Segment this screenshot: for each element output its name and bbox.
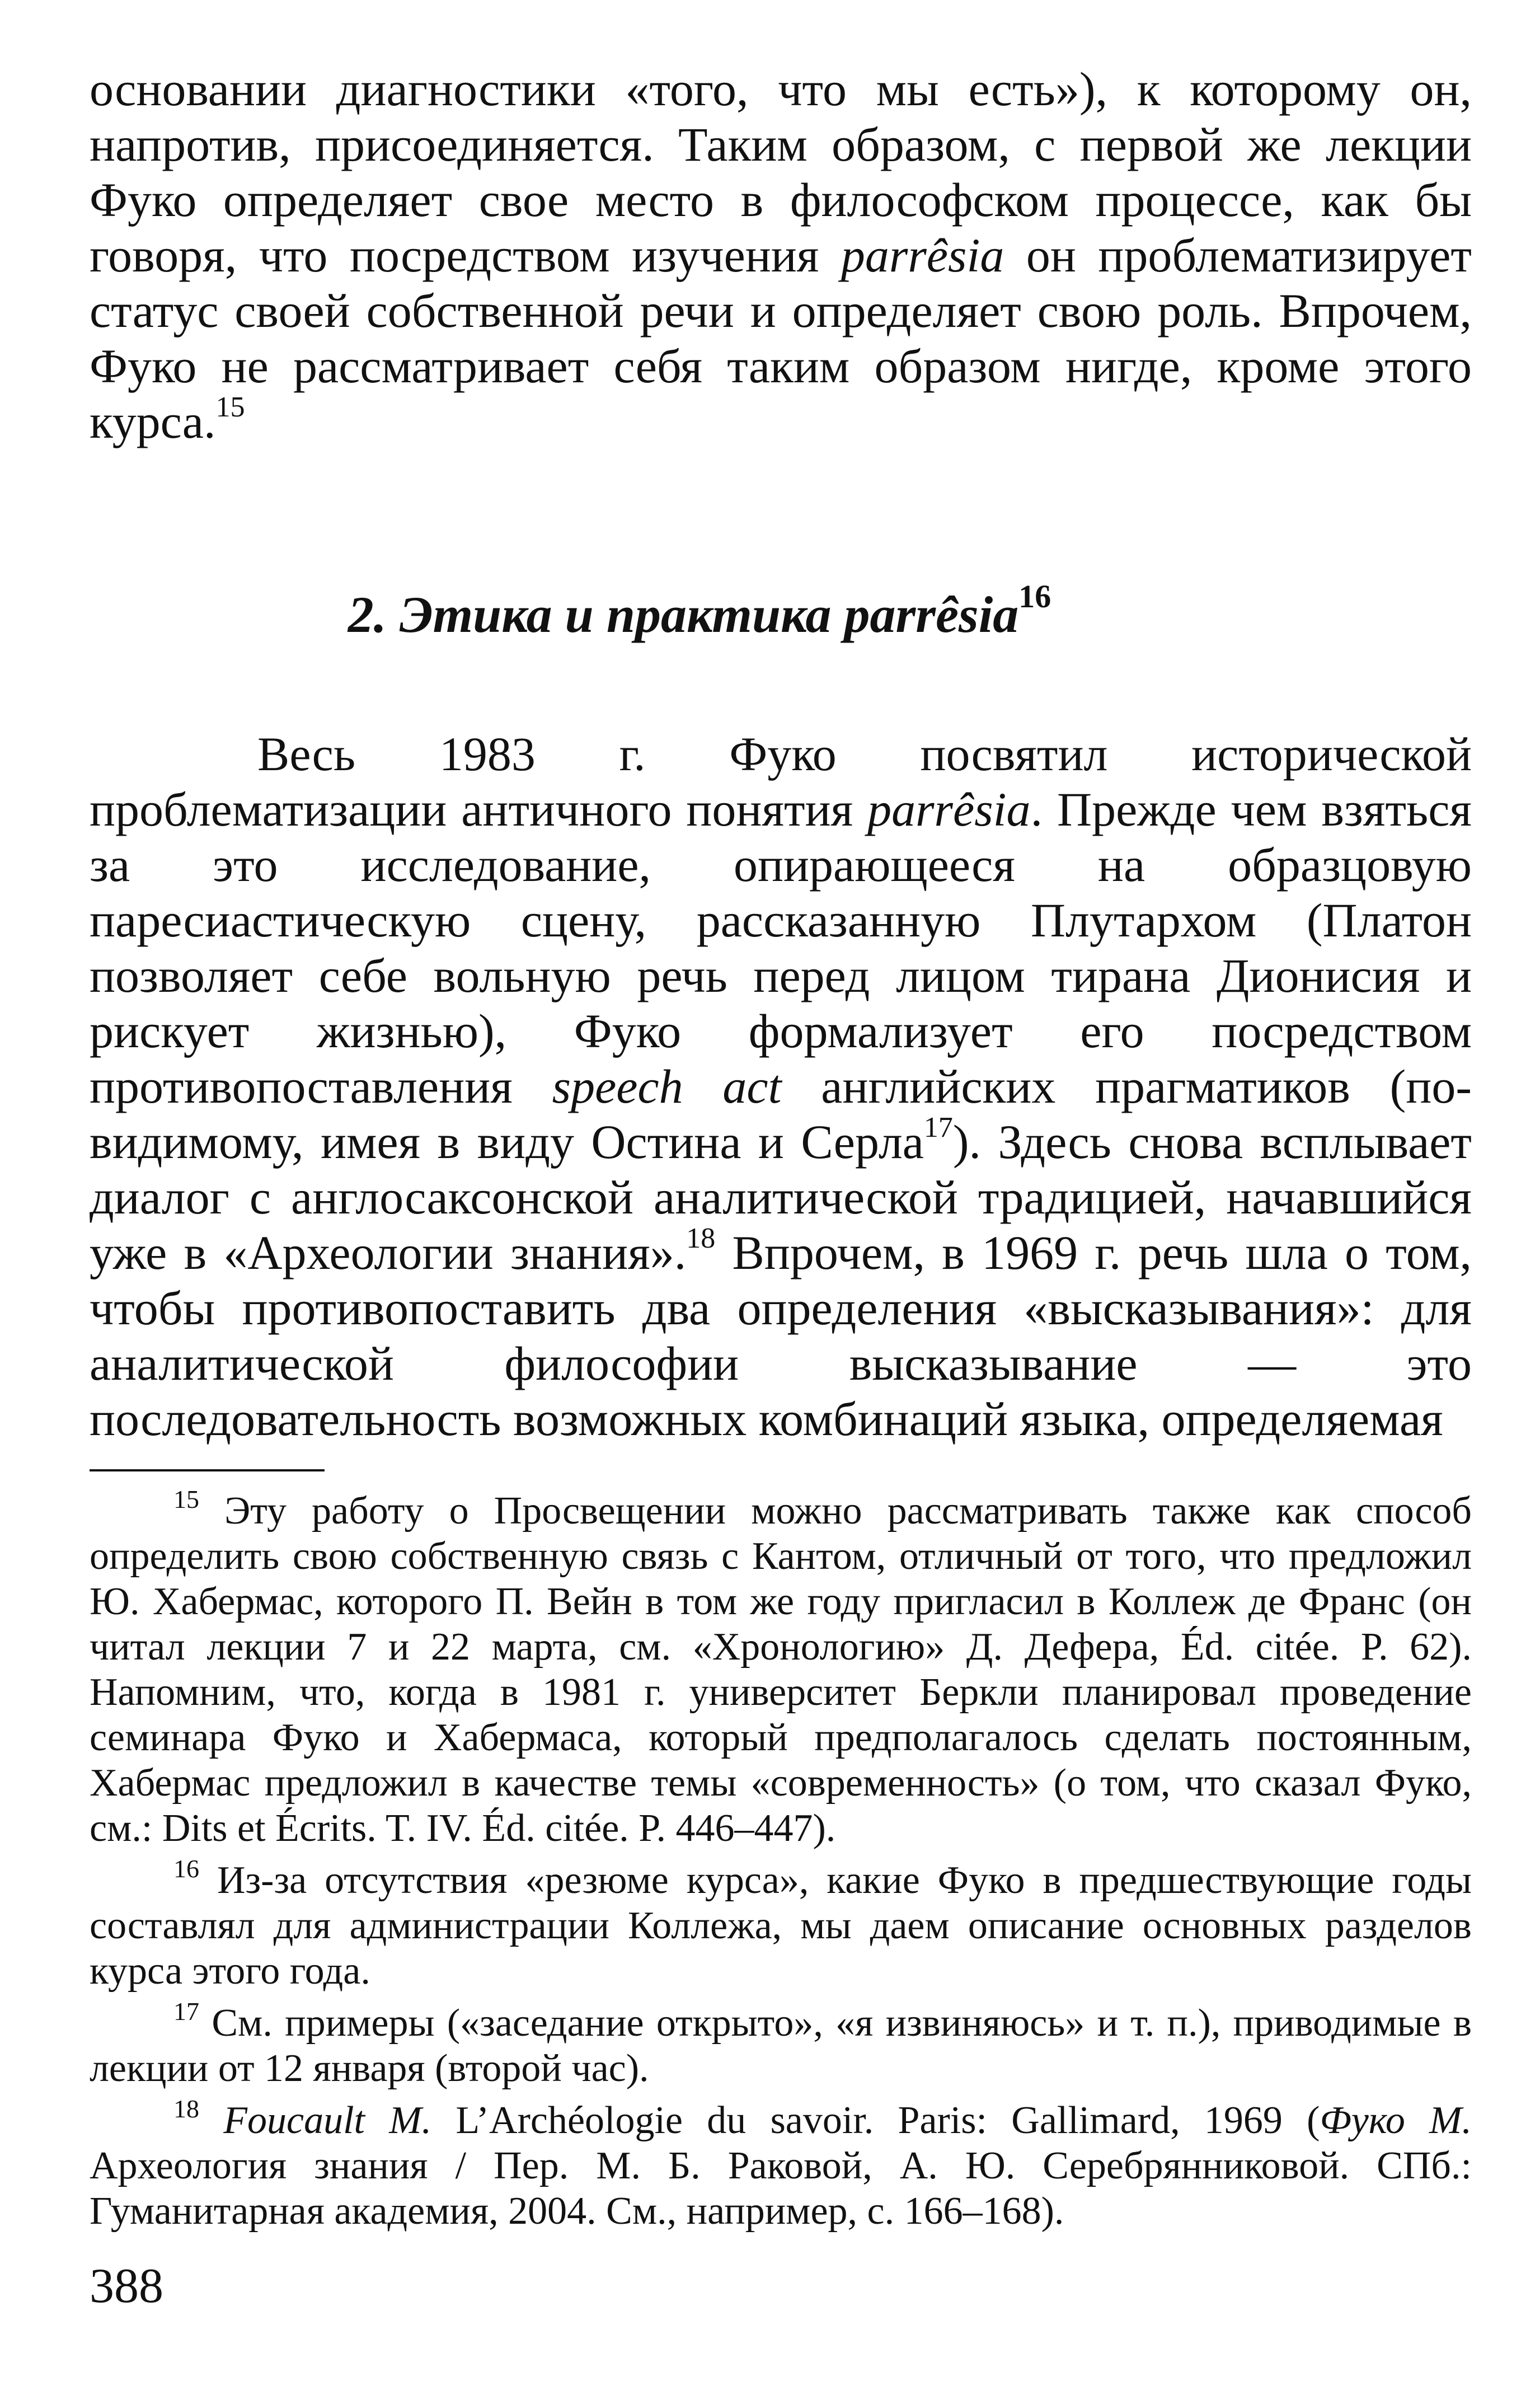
term-parresia: parrêsia <box>841 228 1004 282</box>
opening-paragraph <box>90 62 1472 449</box>
main-text-4: ). Здесь снова всплывает диалог с англосаксонской аналитической традицией, начавшийся уже в «Археологии знания». <box>90 1115 1472 1279</box>
main-term-speech-act: speech act <box>552 1060 782 1113</box>
footnote-text: См. примеры («заседание открыто», «я извиняюсь» и т. п.), приводимые в лекции от 12 января (второй час). <box>90 2002 1472 2090</box>
opening-text-after: он проблематизирует статус своей собственной речи и определяет свою роль. Впрочем, Фуко не рассматривает себя таким образом нигде, кроме этого курса. <box>90 228 1472 448</box>
section-title-term: parrêsia <box>844 586 1019 643</box>
footnote-ref-18[interactable]: 18 <box>686 1222 716 1254</box>
footnote-17 <box>90 1997 1472 2091</box>
footnote-ref-15[interactable]: 15 <box>215 391 245 423</box>
section-heading <box>90 578 1472 643</box>
footnote-author-cyrillic: Фуко М. <box>1320 2099 1472 2142</box>
main-term-parresia: parrêsia <box>867 782 1031 836</box>
footnote-text: Из-за отсутствия «резюме курса», какие Фуко в предшествующие годы составлял для администрации Коллежа, мы даем описание основных разделов курса этого года. <box>90 1859 1472 1993</box>
footnote-text-2: Археология знания / Пер. М. Б. Раковой, А. Ю. Серебрянниковой. СПб.: Гуманитарная академия, 2004. См., например, с. 166–168). <box>90 2144 1472 2233</box>
footnote-text-1: L’Archéologie du savoir. Paris: Gallimard, 1969 ( <box>431 2099 1320 2142</box>
main-text-1: Весь 1983 г. Фуко посвятил исторической проблематизации античного понятия <box>90 727 1472 836</box>
opening-text: основании диагностики «того, что мы есть»), к которому он, напротив, присоединяется. Таким образом, с первой же лекции Фуко определяет свое место в философском процессе, как бы говоря, что посредством изучения <box>90 62 1472 282</box>
main-text-2: . Прежде чем взяться за это исследование, опирающееся на образцовую паресиастическую сцену, рассказанную Плутархом (Платон позволяет себе вольную речь перед лицом тирана Дионисия и рискует жизнью), Фуко формализует его посредством противопоставления <box>90 782 1472 1113</box>
book-page <box>90 62 1472 2241</box>
footnote-divider <box>90 1469 325 1471</box>
section-title-prefix: 2. Этика и практика <box>348 586 844 643</box>
footnote-text: Эту работу о Просвещении можно рассматривать также как способ определить свою собственную связь с Кантом, отличный от того, что предложил Ю. Хабермас, которого П. Вейн в том же году пригласил в Коллеж де Франс (он читал лекции 7 и 22 марта, см. «Хронологию» Д. Дефера, Éd. citée. P. 62). Напомним, что, когда в 1981 г. университет Беркли планировал проведение семинара Фуко и Хабермаса, который предполагалось сделать постоянным, Хабермас предложил в качестве темы «современность» (о том, что сказал Фуко, см.: Dits et Écrits. T. IV. Éd. citée. P. 446–447). <box>90 1489 1472 1850</box>
footnote-16 <box>90 1854 1472 1994</box>
footnote-number: 17 <box>173 1997 199 2026</box>
footnote-number: 15 <box>173 1485 199 1513</box>
main-text-3: английских прагматиков (по-видимому, имея в виду Остина и Серла <box>90 1060 1472 1169</box>
footnote-number: 18 <box>173 2094 199 2123</box>
footnote-18 <box>90 2094 1472 2234</box>
page-number: 388 <box>90 2259 163 2313</box>
main-paragraph <box>90 727 1472 1447</box>
footnote-number: 16 <box>173 1854 199 1883</box>
footnote-15 <box>90 1485 1472 1851</box>
main-text-5: Впрочем, в 1969 г. речь шла о том, чтобы противопоставить два определения «высказывания»: для аналитической философии высказывание — это последовательность возможных комбинаций языка, определяемая <box>90 1226 1472 1446</box>
footnote-ref-16[interactable]: 16 <box>1018 578 1051 615</box>
footnote-author-latin: Foucault M. <box>223 2099 432 2142</box>
footnote-ref-17[interactable]: 17 <box>923 1112 953 1143</box>
